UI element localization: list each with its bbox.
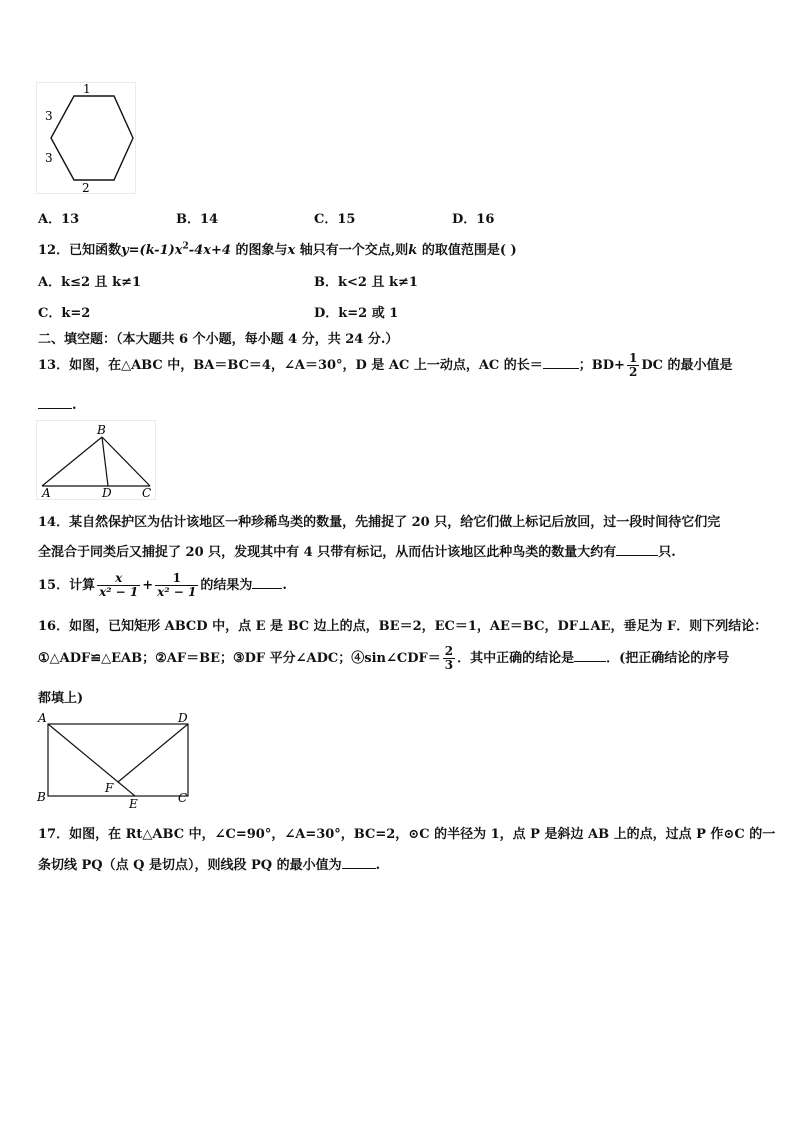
q12-text-b: 的图象与 [230,243,288,258]
q12-option-c: C．k=2 [38,306,91,321]
q15-plus: + [142,578,154,593]
rect-label-e: E [129,797,138,811]
q14-blank [616,543,658,556]
rect-label-d: D [178,711,188,725]
q16-line2 [38,641,729,677]
q12-sup: 2 [182,241,189,252]
q13-fraction [627,352,639,378]
q12-func: y=(k-1)x [121,243,183,258]
q12-option-b: B．k<2 且 k≠1 [314,275,418,290]
q16-blank [574,649,606,662]
q16-line1: 16．如图，已知矩形 ABCD 中，点 E 是 BC 边上的点，BE＝2，EC＝1，AE＝BC，DF⊥AE，垂足为 F．则下列结论： [38,619,768,634]
hexagon-label-left-lower: 3 [45,151,53,165]
q15-f1-den: x² − 1 [99,585,139,599]
q12-stem [38,239,517,258]
q16-line3: 都填上) [38,691,84,706]
tri-label-a: A [42,486,51,500]
q13-text-a: 13．如图，在△ABC 中，BA＝BC＝4，∠A＝30°，D 是 AC 上一动点，AC 的长＝ [38,358,543,373]
hexagon-label-left-upper: 3 [45,109,53,123]
tri-label-c: C [142,486,152,500]
q17-line2 [38,854,380,873]
hexagon-label-top: 1 [83,82,91,96]
q11-option-d: D．16 [452,212,495,227]
tri-label-b: B [97,423,106,437]
rect-label-a: A [38,711,47,725]
q13-line2 [38,396,77,413]
q16-fraction [443,645,455,671]
q13-stem [38,350,732,382]
q15-text-b: 的结果为 [200,578,253,593]
q14-line2-end: 只. [658,545,676,560]
q12-text-a: 12．已知函数 [38,243,122,258]
q14-line2 [38,541,676,560]
q17-line2-text: 条切线 PQ（点 Q 是切点），则线段 PQ 的最小值为 [38,858,342,873]
q17-line2-end: . [375,858,381,873]
q13-text-b: ；BD+ [578,358,625,373]
triangle-figure [36,420,156,500]
q15-stem [38,568,287,604]
q12-text-d: 的取值范围是( ) [417,243,517,258]
hexagon-label-bottom: 2 [82,181,90,194]
q12-x: x [287,243,296,258]
q15-f1-num: x [97,572,140,586]
q16-line2-a: ①△ADF≌△EAB；②AF＝BE；③DF 平分∠ADC；④sin∠CDF＝ [38,651,441,666]
rectangle-figure [36,709,192,811]
q13-end: . [72,398,77,413]
q16-line2-b: ．其中正确的结论是 [457,651,575,666]
q15-fraction-1 [97,572,140,598]
q15-f2-num: 1 [155,572,198,586]
q16-frac-den: 3 [444,658,454,672]
q17-blank [342,856,376,869]
q15-fraction-2 [155,572,198,598]
q15-end: . [282,578,287,593]
q13-blank-1 [543,356,579,369]
q15-text-a: 15．计算 [38,578,96,593]
q15-blank [252,576,282,589]
hexagon-shape [51,96,133,180]
q17-line1: 17．如图，在 Rt△ABC 中，∠C=90°，∠A=30°，BC=2，⊙C 的半径为 1，点 P 是斜边 AB 上的点，过点 P 作⊙C 的一 [38,827,776,842]
q12-func2: -4x+4 [188,243,231,258]
q13-blank-2 [38,396,72,409]
rect-label-c: C [178,791,188,805]
q12-option-d: D．k=2 或 1 [314,306,399,321]
q13-frac-num: 1 [628,351,638,366]
q14-line2-text: 全混合于同类后又捕捉了 20 只，发现其中有 4 只带有标记，从而估计该地区此种鸟类的数量大约有 [38,545,617,560]
q12-k: k [408,243,418,258]
hexagon-figure [36,82,136,194]
tri-label-d: D [102,486,112,500]
q16-line2-c: ．(把正确结论的序号 [606,651,730,666]
q14-line1: 14．某自然保护区为估计该地区一种珍稀鸟类的数量，先捕捉了 20 只，给它们做上标记后放回，过一段时间待它们完 [38,515,721,530]
q15-f2-den: x² − 1 [157,585,197,599]
q13-frac-den: 2 [628,365,638,379]
rect-label-b: B [37,790,46,804]
q11-option-a: A．13 [38,212,80,227]
q11-option-b: B．14 [176,212,219,227]
q11-option-c: C．15 [314,212,356,227]
q12-option-a: A．k≤2 且 k≠1 [38,275,142,290]
q12-text-c: 轴只有一个交点,则 [295,243,409,258]
rect-label-f: F [105,781,114,795]
q16-frac-num: 2 [444,644,454,659]
section-2-header: 二、填空题：（本大题共 6 个小题，每小题 4 分，共 24 分.） [38,332,399,347]
q13-text-c: DC 的最小值是 [641,358,733,373]
